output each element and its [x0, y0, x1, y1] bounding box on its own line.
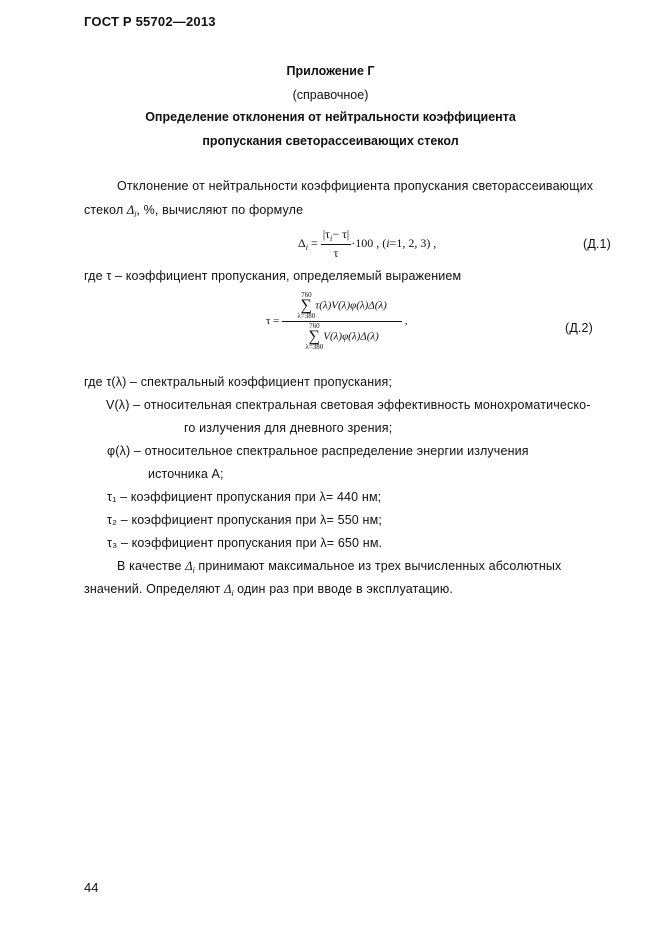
text: принимают максимальное из трех вычисленных абсолютных: [198, 559, 562, 573]
text: стекол: [84, 203, 124, 217]
appendix-heading-line2: пропускания светорассеивающих стекол: [202, 134, 459, 148]
num-part: |τ: [322, 227, 330, 241]
fraction-numerator: [321, 227, 351, 243]
definition-tau1: τ₁ – коэффициент пропускания при λ= 440 нм;: [107, 490, 382, 504]
formula-d2-lhs: τ =: [266, 315, 280, 328]
delta-symbol: Δ: [224, 582, 232, 596]
text: значений. Определяют: [84, 582, 221, 596]
definition-v-lambda-line2: го излучения для дневного зрения;: [184, 421, 393, 435]
subscript-i: i: [192, 566, 195, 575]
sum-upper: 760: [301, 291, 312, 299]
definition-phi-line1: φ(λ) – относительное спектральное распределение энергии излучения: [107, 444, 529, 458]
definition-v-lambda-line1: V(λ) – относительная спектральная световая эффективность монохроматическо-: [106, 398, 591, 412]
sum-symbol: 760 ∑ λ=380: [305, 322, 324, 351]
comma: ,: [404, 315, 408, 328]
definition-phi-line2: источника А;: [148, 467, 224, 481]
sum-lower: λ=380: [305, 343, 324, 351]
page-number: 44: [84, 880, 99, 895]
formula-lhs-sub: i: [305, 242, 308, 252]
den-expression: V(λ)φ(λ)Δ(λ): [323, 330, 379, 343]
text: один раз при вводе в эксплуатацию.: [237, 582, 453, 596]
appendix-heading-line1: Определение отклонения от нейтральности коэффициента: [145, 110, 516, 124]
num-expression: τ(λ)V(λ)φ(λ)Δ(λ): [315, 299, 387, 312]
delta-symbol: Δ: [185, 559, 193, 573]
num-rest: − τ|: [332, 227, 350, 241]
where-line-1: где τ – коэффициент пропускания, определяемый выражением: [84, 269, 462, 283]
definition-tau2: τ₂ – коэффициент пропускания при λ= 550 нм;: [107, 513, 382, 527]
multiplier: ·100 , (: [351, 235, 387, 250]
fraction-denominator: τ: [333, 246, 339, 260]
sum-symbol: 760 ∑ λ=380: [297, 291, 316, 320]
sum-lower: λ=380: [297, 312, 316, 320]
formula-d1-label: (Д.1): [583, 237, 611, 251]
fraction-d2: [282, 292, 402, 351]
paragraph-1-line1: Отклонение от нейтральности коэффициента пропускания светорассеивающих: [117, 179, 594, 193]
fraction: [321, 227, 351, 261]
paragraph-1-line2: [84, 203, 303, 219]
subscript-i: i: [231, 589, 234, 598]
delta-symbol: Δ: [126, 203, 135, 217]
formula-d1: [298, 227, 436, 261]
appendix-kind: (справочное): [292, 88, 369, 102]
fraction-d2-denominator: [282, 323, 402, 351]
definition-tau3: τ₃ – коэффициент пропускания при λ= 650 нм.: [107, 536, 383, 550]
fraction-d2-numerator: [282, 292, 402, 320]
paragraph-2-line2: [84, 582, 453, 598]
num-sub: i: [329, 234, 333, 243]
definition-tau-lambda: где τ(λ) – спектральный коэффициент пропускания;: [84, 375, 392, 389]
appendix-title: Приложение Г: [286, 64, 375, 78]
equals-sign: =: [310, 235, 318, 250]
document-header: ГОСТ Р 55702—2013: [84, 14, 216, 29]
text: , %, вычисляют по формуле: [136, 203, 304, 217]
sum-upper: 760: [309, 322, 320, 330]
formula-d2: [266, 292, 408, 351]
index-i: i: [386, 235, 390, 250]
paragraph-2-line1: [117, 559, 561, 575]
index-range: =1, 2, 3) ,: [389, 235, 437, 250]
text: В качестве: [117, 559, 182, 573]
formula-lhs: Δ: [298, 235, 306, 250]
formula-d2-label: (Д.2): [565, 321, 593, 335]
subscript-i: i: [134, 210, 137, 219]
fraction-d2-bar: [282, 321, 402, 322]
fraction-bar: [321, 244, 351, 245]
